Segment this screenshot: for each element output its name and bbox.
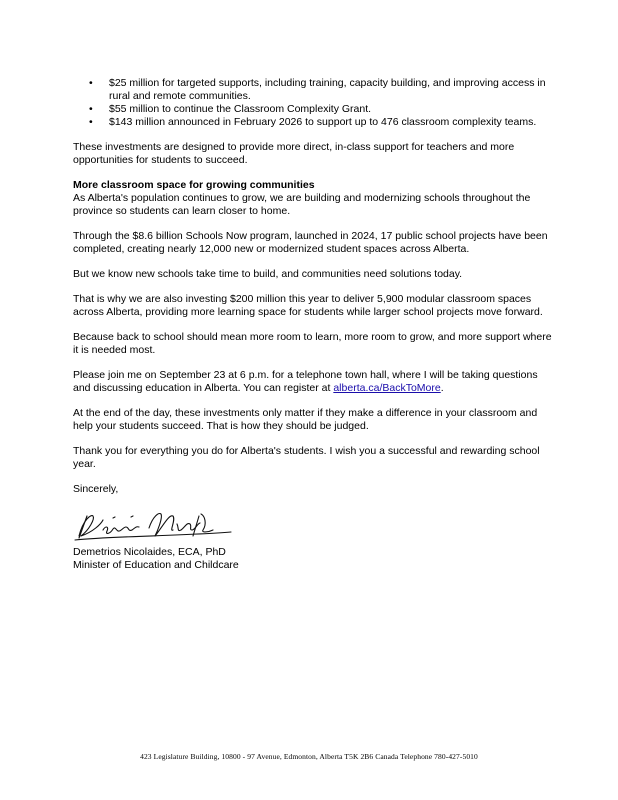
section-heading: More classroom space for growing communities [73,179,315,191]
list-item [73,103,553,116]
bullet-glyph: • [89,103,93,115]
closing-salutation: Sincerely, [73,483,119,495]
footer-address: 423 Legislature Building, 10800 - 97 Avenue, Edmonton, Alberta T5K 2B6 Canada Telephone 780-427-5010 [140,752,478,761]
paragraph-population: As Alberta's population continues to grow, we are building and modernizing schools throughout the province so students can learn closer to home. [73,192,531,217]
bullet-text: $143 million announced in February 2026 to support up to 476 classroom complexity teams. [109,116,537,128]
signer-name: Demetrios Nicolaides, ECA, PhD [73,546,226,558]
list-item [73,77,553,103]
bullet-text: $25 million for targeted supports, including training, capacity building, and improving access in rural and remote communities. [109,77,546,102]
paragraph-end-of-day: At the end of the day, these investments only matter if they make a difference in your classroom and help your students succeed. That is how they should be judged. [73,407,538,432]
bullet-text: $55 million to continue the Classroom Complexity Grant. [109,103,372,115]
funding-bullet-list [73,77,553,129]
paragraph-town-hall [73,369,553,395]
register-link[interactable]: alberta.ca/BackToMore [333,382,441,394]
paragraph-schools-now: Through the $8.6 billion Schools Now program, launched in 2024, 17 public school projects have been completed, creating nearly 12,000 new or modernized student spaces across Alberta. [73,230,548,255]
bullet-glyph: • [89,77,93,89]
handwritten-signature [73,506,233,546]
signature-image [73,506,233,546]
bullet-glyph: • [89,116,93,128]
paragraph-build-time: But we know new schools take time to build, and communities need solutions today. [73,268,463,280]
list-item [73,116,553,129]
paragraph-back-to-school: Because back to school should mean more room to learn, more room to grow, and more support where it is needed most. [73,331,552,356]
town-hall-text: Please join me on September 23 at 6 p.m. for a telephone town hall, where I will be taking questions and discussing education in Alberta. You can register at [73,369,538,394]
town-hall-period: . [440,382,444,394]
paragraph-investments: These investments are designed to provide more direct, in-class support for teachers and more opportunities for students to succeed. [73,141,515,166]
letter-body [73,77,553,572]
paragraph-thanks: Thank you for everything you do for Alberta's students. I wish you a successful and rewarding school year. [73,445,540,470]
signer-title: Minister of Education and Childcare [73,559,239,571]
paragraph-modular: That is why we are also investing $200 million this year to deliver 5,900 modular classroom spaces across Alberta, providing more learning space for students while larger school projects move forward. [73,293,543,318]
